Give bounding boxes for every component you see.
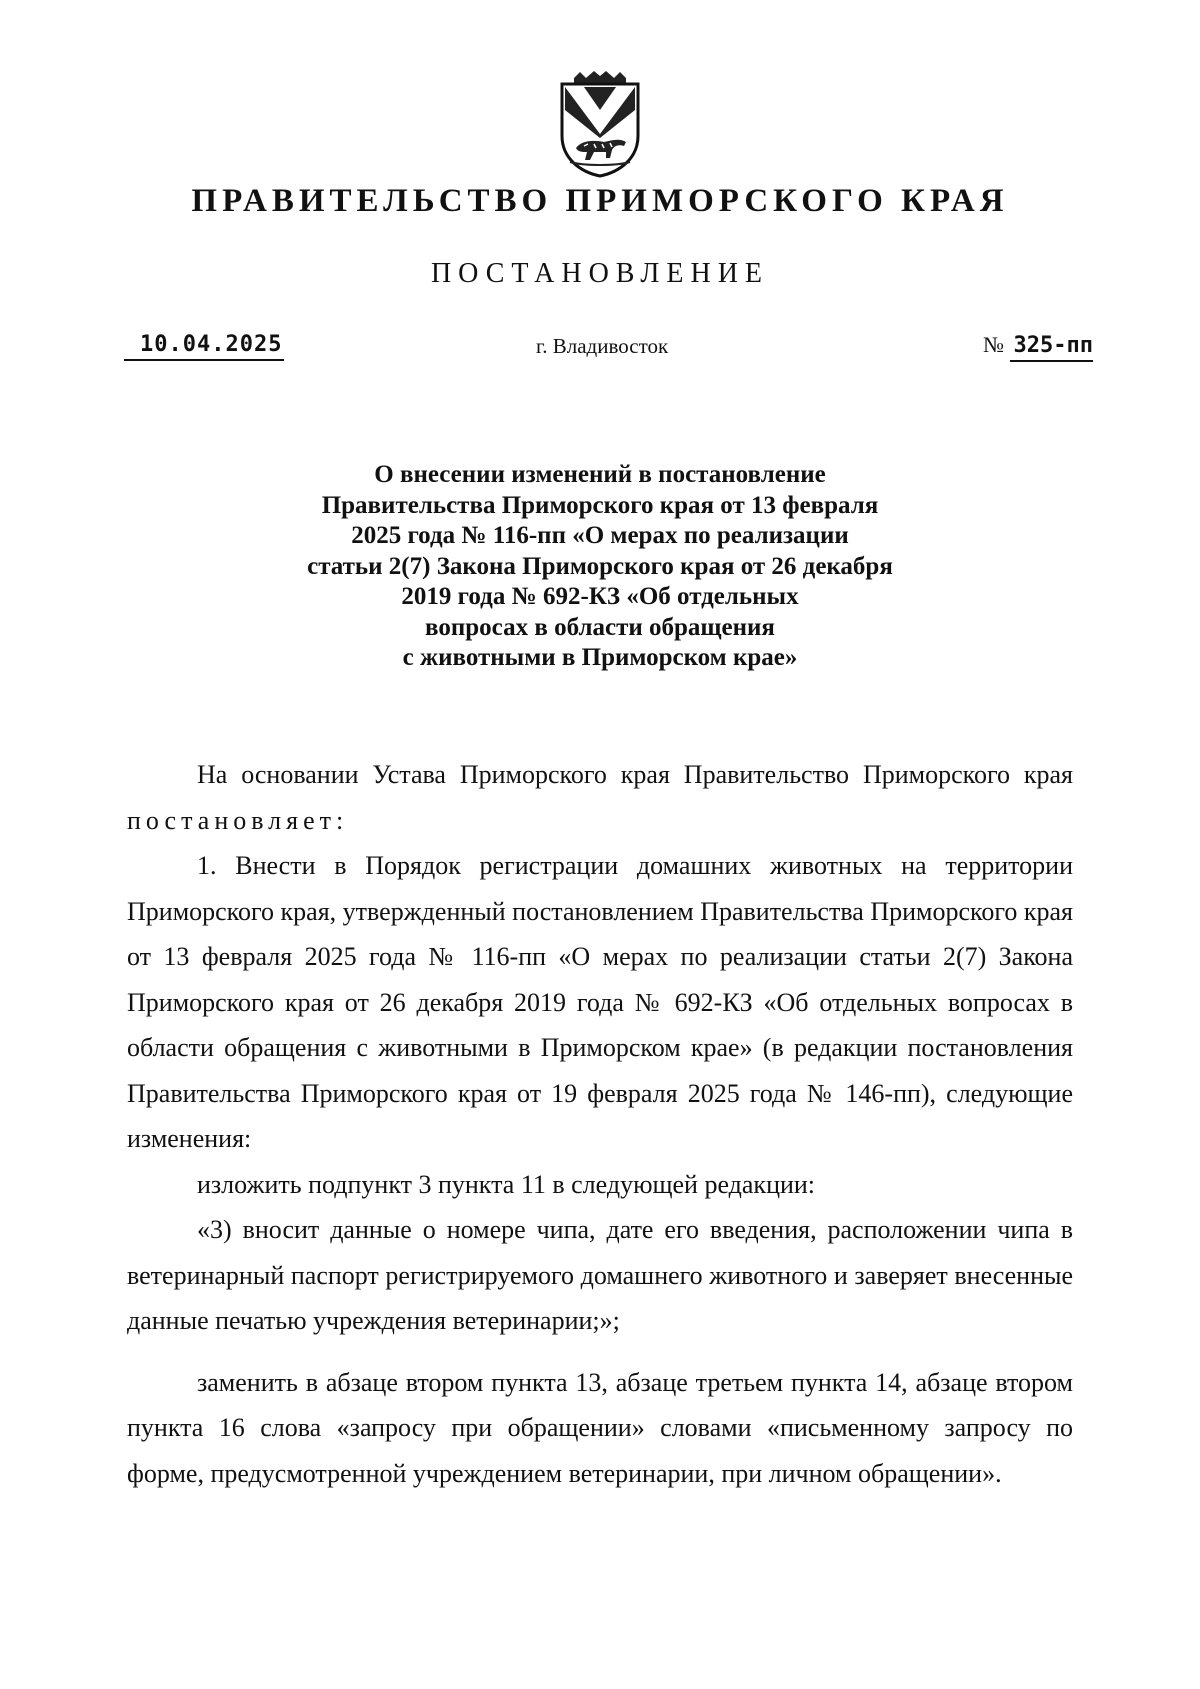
document-city: г. Владивосток	[536, 334, 669, 358]
government-title: ПРАВИТЕЛЬСТВО ПРИМОРСКОГО КРАЯ	[191, 183, 1009, 219]
document-type: ПОСТАНОВЛЕНИЕ	[430, 258, 770, 289]
document-date: 10.04.2025	[124, 332, 284, 361]
paragraph-2: изложить подпункт 3 пункта 11 в следующей редакции:	[197, 1169, 816, 1199]
paragraph-3: «3) вносит данные о номере чипа, дате его введения, расположении чипа в ветеринарный паспорт регистрируемого домашнего животного и заверяет внесенные данные печатью учреждения ветеринарии;»;	[127, 1215, 1073, 1335]
heading-line: О внесении изменений в постановление	[374, 461, 826, 488]
document-meta-row	[0, 332, 1200, 372]
heading-line: 2019 года № 692-КЗ «Об отдельных	[401, 583, 799, 610]
preamble-paragraph	[127, 752, 1073, 843]
preamble-decree: постановляет:	[127, 805, 349, 835]
coat-of-arms-icon	[554, 70, 646, 178]
document-body	[127, 752, 1073, 1496]
preamble-text: На основании Устава Приморского края Правительство Приморского края	[197, 760, 1073, 789]
paragraph-4: заменить в абзаце втором пункта 13, абзаце третьем пункта 14, абзаце втором пункта 16 слова «запросу при обращении» словами «письменному запросу по форме, предусмотренной учреждением ветеринарии, при личном обращении».	[127, 1367, 1073, 1488]
number-label: №	[983, 332, 1005, 357]
heading-line: 2025 года № 116-пп «О мерах по реализации	[351, 522, 849, 549]
heading-line: с животными в Приморском крае»	[402, 644, 798, 671]
heading-line: статьи 2(7) Закона Приморского края от 26 декабря	[307, 552, 893, 580]
document-number	[983, 332, 1093, 358]
heading-line: Правительства Приморского края от 13 февраля	[321, 491, 879, 519]
number-value: 325-пп	[1010, 333, 1093, 362]
document-heading	[220, 460, 980, 674]
heading-line: вопросах в области обращения	[425, 613, 775, 641]
paragraph-1: 1. Внести в Порядок регистрации домашних животных на территории Приморского края, утвержденный постановлением Правительства Приморского края от 13 февраля 2025 года № 116-пп «О мерах по реализации статьи 2(7) Закона Приморского края от 26 декабря 2019 года № 692-КЗ «Об отдельных вопросах в области обращения с животными в Приморском крае» (в редакции постановления Правительства Приморского края от 19 февраля 2025 года № 146-пп), следующие изменения:	[127, 851, 1073, 1153]
